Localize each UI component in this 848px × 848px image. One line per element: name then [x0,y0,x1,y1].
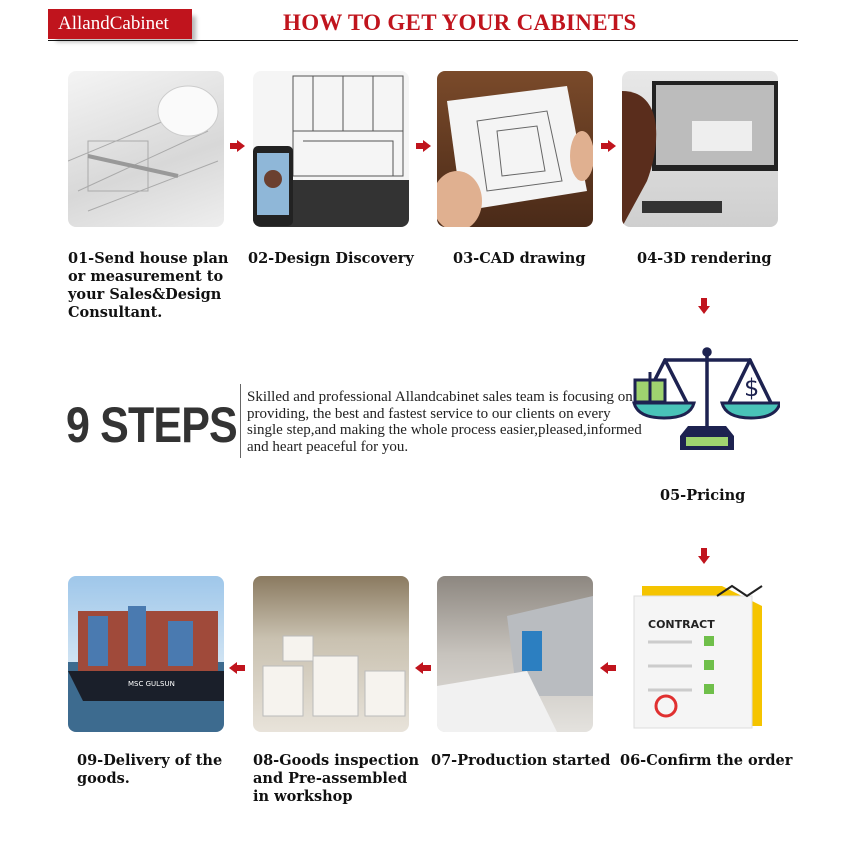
step-02-label: 02-Design Discovery [248,250,414,267]
arrow-left-icon [229,662,237,674]
step-02-design-discovery-image [253,71,409,227]
step-05-label: 05-Pricing [660,487,746,504]
step-01-house-plan-image [68,71,224,227]
step-06-contract-image [622,576,778,732]
step-07-production-image [437,576,593,732]
step-07-label: 07-Production started [431,752,611,769]
step-06-label: 06-Confirm the order [620,752,793,769]
arrow-down-icon [698,306,710,314]
svg-text:MSC GULSUN: MSC GULSUN [128,680,175,688]
arrow-right-icon [237,140,245,152]
step-09-label: 09-Delivery of the goods. [77,752,223,787]
step-09-delivery-image [68,576,224,732]
step-04-3d-rendering-image [622,71,778,227]
header-divider [48,40,798,41]
page-title: HOW TO GET YOUR CABINETS [283,10,637,35]
description-text: Skilled and professional Allandcabinet sales team is focusing on providing, the best and fastest service to our clients on every single step,and making the whole process easier,pleased,informed and heart peaceful for you. [247,389,642,455]
step-08-label: 08-Goods inspection and Pre-assembled in workshop [253,752,420,805]
arrow-down-icon [698,556,710,564]
step-03-cad-drawing-image [437,71,593,227]
step-01-label: 01-Send house plan or measurement to your Sales&Design Consultant. [68,250,229,321]
step-03-label: 03-CAD drawing [453,250,586,267]
arrow-right-icon [608,140,616,152]
step-08-inspection-image [253,576,409,732]
pricing-scale-icon [630,340,780,455]
nine-steps-headline: 9 STEPS [66,397,237,453]
svg-text:$: $ [744,374,760,402]
brand-logo: AllandCabinet [48,9,192,39]
svg-text:CONTRACT: CONTRACT [648,618,715,631]
arrow-right-icon [423,140,431,152]
arrow-left-icon [600,662,608,674]
vertical-divider [240,384,241,458]
step-04-label: 04-3D rendering [637,250,772,267]
arrow-left-icon [415,662,423,674]
